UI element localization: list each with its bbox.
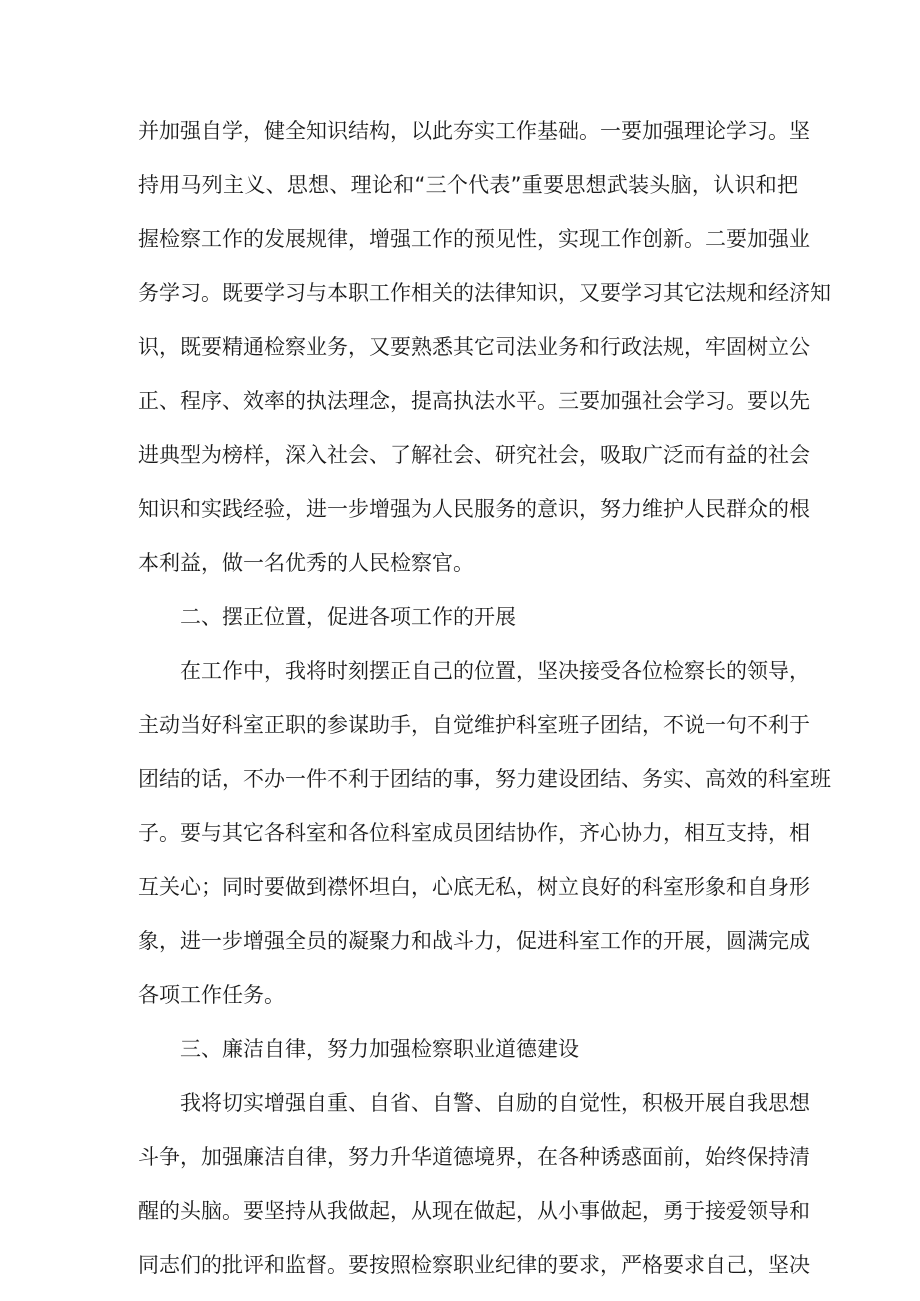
paragraph-line: 同志们的批评和监督。要按照检察职业纪律的要求，严格要求自己，坚决 xyxy=(138,1253,810,1277)
paragraph-line: 知识和实践经验，进一步增强为人民服务的意识，努力维护人民群众的根 xyxy=(138,497,810,521)
section-heading: 二、摆正位置，促进各项工作的开展 xyxy=(180,605,516,629)
paragraph-line: 互关心；同时要做到襟怀坦白，心底无私，树立良好的科室形象和自身形 xyxy=(138,875,810,899)
paragraph-line: 斗争，加强廉洁自律，努力升华道德境界，在各种诱惑面前，始终保持清 xyxy=(138,1145,810,1169)
paragraph-line: 象，进一步增强全员的凝聚力和战斗力，促进科室工作的开展，圆满完成 xyxy=(138,929,810,953)
paragraph-line: 醒的头脑。要坚持从我做起，从现在做起，从小事做起，勇于接爱领导和 xyxy=(138,1199,810,1223)
paragraph-line: 主动当好科室正职的参谋助手，自觉维护科室班子团结，不说一句不利于 xyxy=(138,713,810,737)
paragraph-line: 识，既要精通检察业务，又要熟悉其它司法业务和行政法规，牢固树立公 xyxy=(138,335,810,359)
paragraph-line: 握检察工作的发展规律，增强工作的预见性，实现工作创新。二要加强业 xyxy=(138,227,810,251)
paragraph-line: 各项工作任务。 xyxy=(138,983,285,1007)
paragraph-line: 我将切实增强自重、自省、自警、自励的自觉性，积极开展自我思想 xyxy=(180,1091,810,1115)
paragraph-line: 务学习。既要学习与本职工作相关的法律知识，又要学习其它法规和经济知 xyxy=(138,281,831,305)
paragraph-line: 在工作中，我将时刻摆正自己的位置，坚决接受各位检察长的领导， xyxy=(180,659,810,683)
paragraph-line: 团结的话，不办一件不利于团结的事，努力建设团结、务实、高效的科室班 xyxy=(138,767,831,791)
paragraph-line: 持用马列主义、思想、理论和“三个代表”重要思想武装头脑，认识和把 xyxy=(138,173,798,197)
paragraph-line: 进典型为榜样，深入社会、了解社会、研究社会，吸取广泛而有益的社会 xyxy=(138,443,810,467)
paragraph-line: 并加强自学，健全知识结构，以此夯实工作基础。一要加强理论学习。坚 xyxy=(138,119,810,143)
section-heading: 三、廉洁自律，努力加强检察职业道德建设 xyxy=(180,1037,579,1061)
paragraph-line: 正、程序、效率的执法理念，提高执法水平。三要加强社会学习。要以先 xyxy=(138,389,810,413)
paragraph-line: 本利益，做一名优秀的人民检察官。 xyxy=(138,551,474,575)
paragraph-line: 子。要与其它各科室和各位科室成员团结协作，齐心协力，相互支持，相 xyxy=(138,821,810,845)
